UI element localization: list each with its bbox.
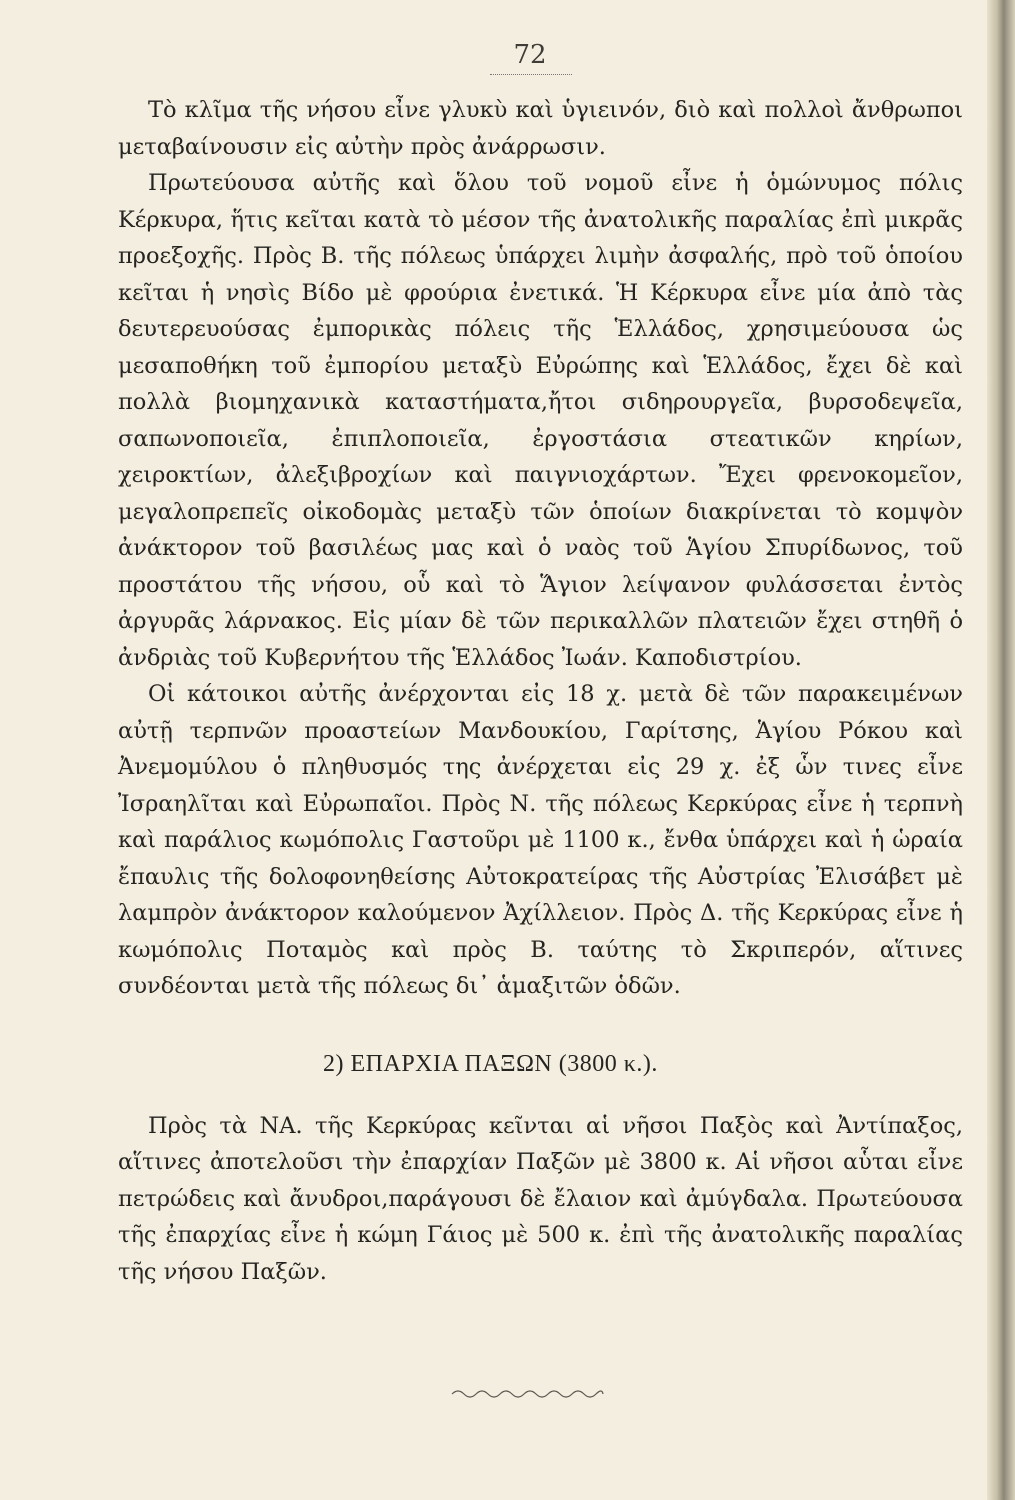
paragraph-paxoi: Πρὸς τὰ ΝΑ. τῆς Κερκύρας κεῖνται αἱ νῆσοι Παξὸς καὶ Ἀντίπαξος, αἵτινες ἀποτελοῦσι τὴν ἐπαρχίαν Παξῶν μὲ 3800 κ. Αἱ νῆσοι αὗται εἶνε πετρώδεις καὶ ἄνυδροι,παράγουσι δὲ ἔλαιον καὶ ἀμύγδαλα. Πρωτεύουσα τῆς ἐπαρχίας εἶνε ἡ κώμη Γάιος μὲ 500 κ. ἐπὶ τῆς ἀνατολικῆς παραλίας τῆς νήσου Παξῶν. xyxy=(118,1112,963,1285)
end-ornament xyxy=(450,1385,605,1401)
page-edge-shadow xyxy=(987,0,1015,1500)
paragraph-capital-kerkyra: Πρωτεύουσα αὐτῆς καὶ ὅλου τοῦ νομοῦ εἶνε ἡ ὁμώνυμος πόλις Κέρκυρα, ἥτις κεῖται κατὰ τὸ μέσον τῆς ἀνατολικῆς παραλίας ἐπὶ μικρᾶς προεξοχῆς. Πρὸς Β. τῆς πόλεως ὑπάρχει λιμὴν ἀσφαλής, πρὸ τοῦ ὁποίου κεῖται ἡ νησὶς Βίδο μὲ φρούρια ἐνετικά. Ἡ Κέρκυρα εἶνε μία ἀπὸ τὰς δευτερευούσας ἐμπορικὰς πόλεις τῆς Ἑλλάδος, χρησιμεύουσα ὡς μεσαποθήκη τοῦ ἐμπορίου μεταξὺ Εὐρώπης καὶ Ἑλλάδος, ἔχει δὲ καὶ πολλὰ βιομηχανικὰ καταστήματα,ἤτοι σιδηρουργεῖα, βυρσοδεψεῖα, σαπωνοποιεῖα, ἐπιπλοποιεῖα, ἐργοστάσια στεατικῶν κηρίων, χειροκτίων, ἀλεξιβροχίων καὶ παιγνιοχάρτων. Ἔχει φρενοκομεῖον, μεγαλοπρεπεῖς οἰκοδομὰς μεταξὺ τῶν ὁποίων διακρίνεται τὸ κομψὸν ἀνάκτορον τοῦ βασιλέως μας καὶ ὁ ναὸς τοῦ Ἁγίου Σπυρίδωνος, τοῦ προστάτου τῆς νήσου, οὗ καὶ τὸ Ἅγιον λείψανον φυλάσσεται ἐντὸς ἀργυρᾶς λάρνακος. Εἰς μίαν δὲ τῶν περικαλλῶν πλατειῶν ἔχει στηθῆ ὁ ἀνδριὰς τοῦ Κυβερνήτου τῆς Ἑλλάδος Ἰωάν. Καποδιστρίου. xyxy=(118,170,963,671)
page-number: 72 xyxy=(513,40,547,70)
paragraph-population: Οἱ κάτοικοι αὐτῆς ἀνέρχονται εἰς 18 χ. μετὰ δὲ τῶν παρακειμένων αὐτῇ τερπνῶν προαστείων Μανδουκίου, Γαρίτσης, Ἁγίου Ρόκου καὶ Ἀνεμομύλου ὁ πληθυσμός της ἀνέρχεται εἰς 29 χ. ἐξ ὧν τινες εἶνε Ἰσραηλῖται καὶ Εὐρωπαῖοι. Πρὸς Ν. τῆς πόλεως Κερκύρας εἶνε ἡ τερπνὴ καὶ παράλιος κωμόπολις Γαστοῦρι μὲ 1100 κ., ἔνθα ὑπάρχει καὶ ἡ ὡραία ἔπαυλις τῆς δολοφονηθείσης Αὐτοκρατείρας τῆς Αὐστρίας Ἐλισάβετ μὲ λαμπρὸν ἀνάκτορον καλούμενον Ἀχίλλειον. Πρὸς Δ. τῆς Κερκύρας εἶνε ἡ κωμόπολις Ποταμὸς καὶ πρὸς Β. ταύτης τὸ Σκριπερόν, αἵτινες συνδέονται μετὰ τῆς πόλεως δι᾿ ἁμαξιτῶν ὁδῶν. xyxy=(118,681,963,999)
body-text xyxy=(118,92,963,1290)
paragraph-climate: Τὸ κλῖμα τῆς νήσου εἶνε γλυκὺ καὶ ὑγιεινόν, διὸ καὶ πολλοὶ ἄνθρωποι μεταβαίνουσιν εἰς αὐτὴν πρὸς ἀνάρρωσιν. xyxy=(118,97,963,160)
section-heading: 2) ΕΠΑΡΧΙΑ ΠΑΞΩΝ (3800 κ.). xyxy=(323,1050,658,1077)
page-number-rule xyxy=(490,74,572,75)
